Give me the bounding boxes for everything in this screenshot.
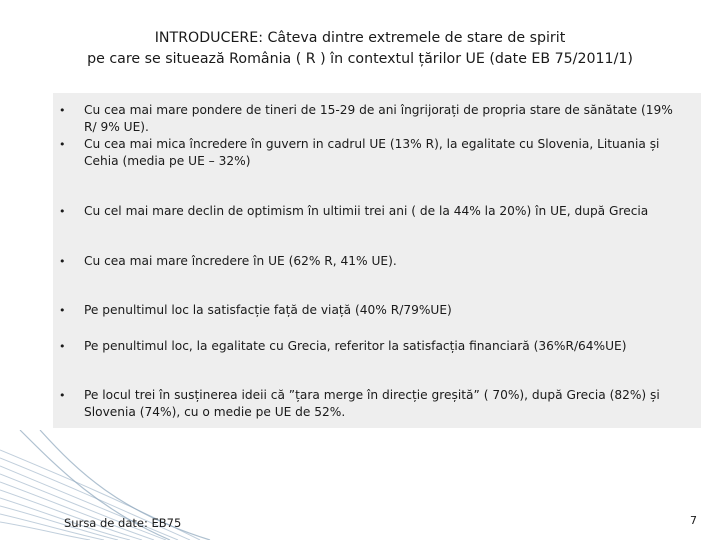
title-line-1: INTRODUCERE: Câteva dintre extremele de stare de spirit xyxy=(154,30,566,46)
bullet-text: Pe penultimul loc la satisfacție față de viață (40% R/79%UE) xyxy=(84,303,452,317)
bullet-text: Pe locul trei în susținerea ideii că ”țara merge în direcție greșită” ( 70%), după Grecia (82%) și Slovenia (74%), cu o medie pe UE de 52%. xyxy=(84,388,660,419)
bullet-marker: • xyxy=(59,104,66,117)
page-number: 7 xyxy=(690,514,697,527)
bullet-marker: • xyxy=(59,255,66,268)
bullet-marker: • xyxy=(59,205,66,218)
bullet-marker: • xyxy=(59,340,66,353)
bullet-list-panel xyxy=(53,93,701,428)
bullet-marker: • xyxy=(59,138,66,151)
bullet-text: Cu cel mai mare declin de optimism în ultimii trei ani ( de la 44% la 20%) în UE, după Grecia xyxy=(84,204,649,218)
bullet-text: Cu cea mai mare pondere de tineri de 15-29 de ani îngrijorați de propria stare de sănătate (19% R/ 9% UE). xyxy=(84,103,673,134)
bullet-text: Pe penultimul loc, la egalitate cu Grecia, referitor la satisfacția financiară (36%R/64%UE) xyxy=(84,339,627,353)
bullet-text: Cu cea mai mare încredere în UE (62% R, 41% UE). xyxy=(84,254,397,268)
bullet-marker: • xyxy=(59,304,66,317)
title-line-2: pe care se situează România ( R ) în contextul țărilor UE (date EB 75/2011/1) xyxy=(87,51,633,67)
bullet-marker: • xyxy=(59,389,66,402)
bullet-text: Cu cea mai mica încredere în guvern in cadrul UE (13% R), la egalitate cu Slovenia, Lituania și Cehia (media pe UE – 32%) xyxy=(84,137,660,168)
slide-title xyxy=(0,28,720,70)
data-source-note: Sursa de date: EB75 xyxy=(64,516,182,530)
